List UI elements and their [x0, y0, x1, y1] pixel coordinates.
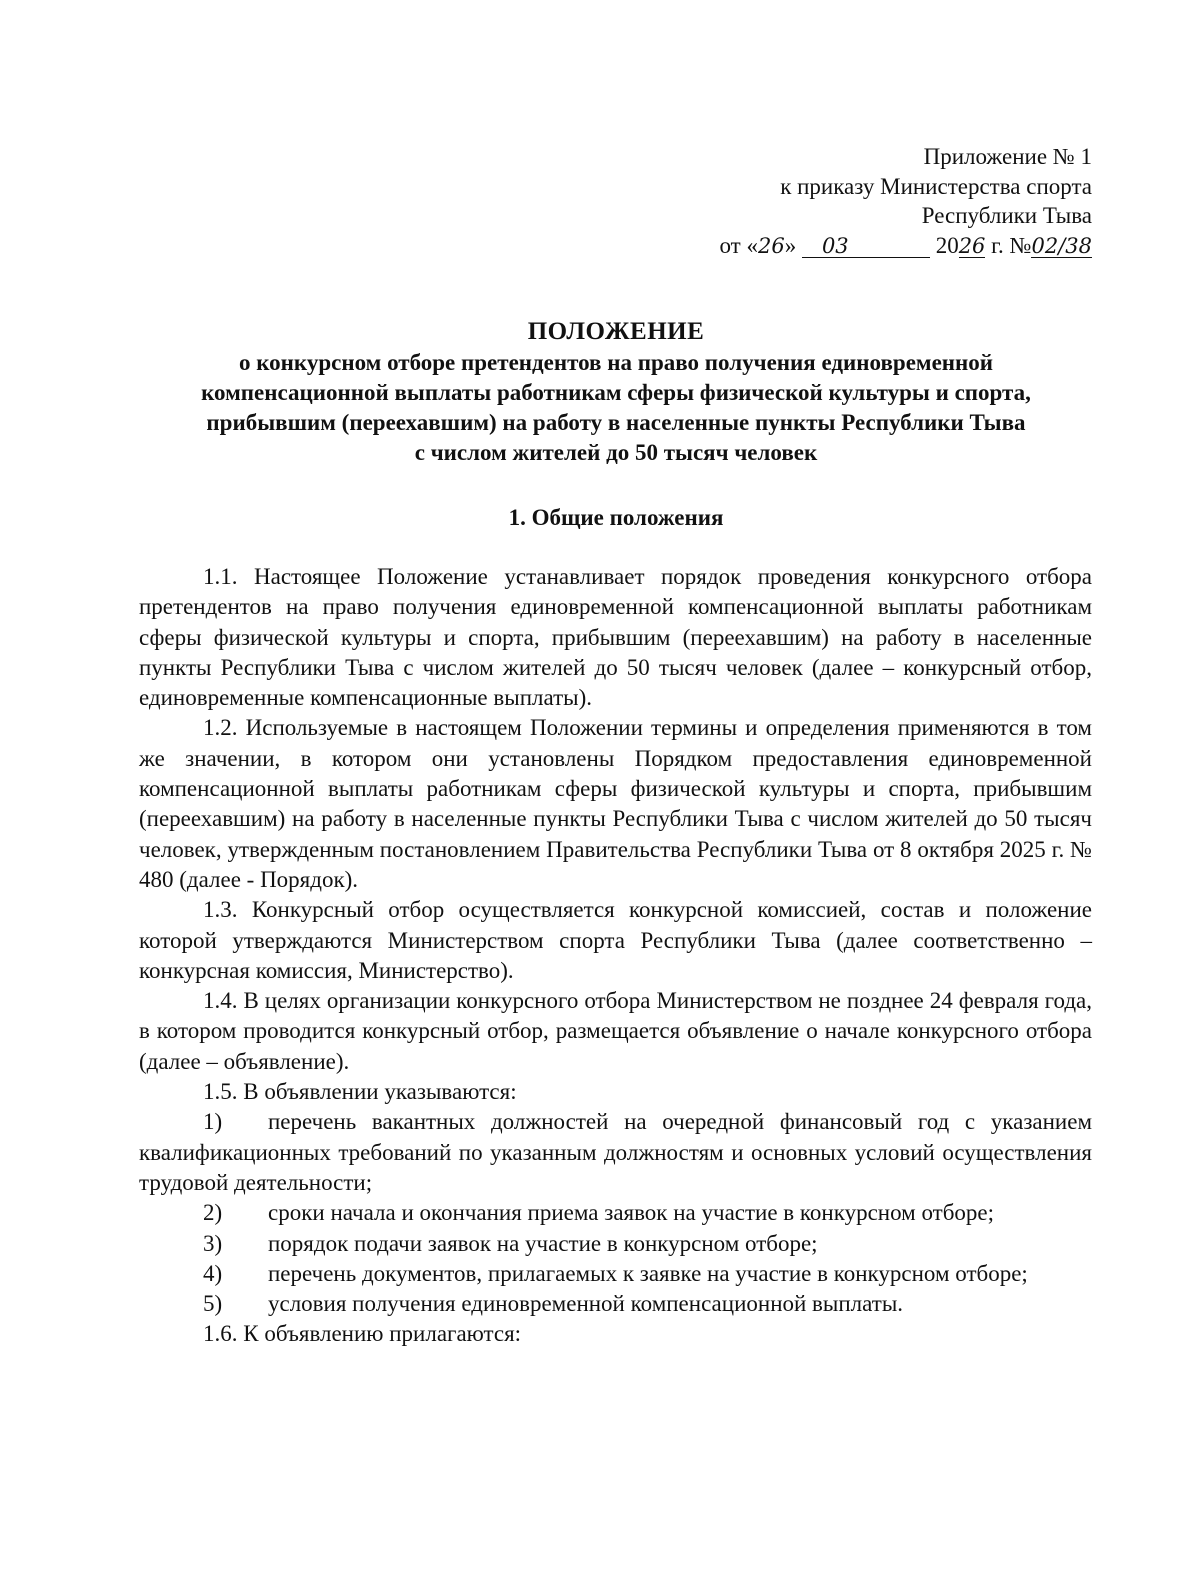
document-title-block [100, 317, 1132, 468]
document-title: ПОЛОЖЕНИЕ [527, 318, 705, 345]
list-item-number: 4) [203, 1260, 223, 1286]
list-item [139, 1107, 1092, 1198]
paragraph-1-5: 1.5. В объявлении указываются: [203, 1079, 517, 1105]
date-day-close: » [784, 232, 797, 258]
appendix-line-1: Приложение № 1 [923, 144, 1092, 169]
paragraph-1-4: 1.4. В целях организации конкурсного отбора Министерством не позднее 24 февраля года, в котором проводится конкурсный отбор, размещается объявление о начале конкурсного отбора (далее – объявление). [139, 988, 1092, 1074]
list-item-text: порядок подачи заявок на участие в конкурсном отборе; [268, 1230, 818, 1256]
subtitle-line-4: с числом жителей до 50 тысяч человек [414, 440, 818, 465]
document-subtitle [100, 348, 1132, 468]
list-item-text: перечень вакантных должностей на очередной финансовый год с указанием квалификационных требований по указанным должностям и основных условий осуществления трудовой деятельности; [139, 1109, 1092, 1195]
section-1-heading: 1. Общие положения [508, 505, 724, 530]
subtitle-line-3: прибывшим (переехавшим) на работу в населенные пункты Республики Тыва [206, 410, 1026, 435]
paragraph-1-2: 1.2. Используемые в настоящем Положении термины и определения применяются в том же значении, в котором они установлены Порядком предоставления единовременной компенсационной выплаты работникам сферы физической культуры и спорта, прибывшим (переехавшим) на работу в населенные пункты Республики Тыва с числом жителей до 50 тысяч человек, утвержденным постановлением Правительства Республики Тыва от 8 октября 2025 г. № 480 (далее - Порядок). [139, 715, 1092, 892]
list-item [139, 1198, 1092, 1228]
subtitle-line-1: о конкурсном отборе претендентов на право получения единовременной [238, 350, 994, 375]
list-item [139, 1229, 1092, 1259]
list-item [139, 1259, 1092, 1289]
appendix-line-2: к приказу Министерства спорта [780, 173, 1092, 199]
date-year-suffix: 26 [958, 233, 986, 258]
list-item-number: 2) [203, 1200, 223, 1226]
list-item-number: 5) [203, 1291, 223, 1317]
list-item-text: перечень документов, прилагаемых к заявке на участие в конкурсном отборе; [268, 1260, 1028, 1286]
list-item-number: 1) [203, 1109, 223, 1135]
date-prefix: от « [719, 232, 758, 258]
document-body [139, 562, 1092, 1350]
subtitle-line-2: компенсационной выплаты работникам сферы физической культуры и спорта, [201, 380, 1031, 405]
appendix-line-3: Республики Тыва [921, 203, 1092, 228]
list-item [139, 1289, 1092, 1319]
date-year-prefix: 20 [935, 232, 959, 258]
date-month: 03 [802, 235, 930, 258]
appendix-date-line [719, 231, 1092, 262]
list-item-number: 3) [203, 1230, 223, 1256]
paragraph-1-1: 1.1. Настоящее Положение устанавливает порядок проведения конкурсного отбора претендентов на право получения единовременной компенсационной выплаты работникам сферы физической культуры и спорта, прибывшим (переехавшим) на работу в населенные пункты Республики Тыва с числом жителей до 50 тысяч человек (далее – конкурсный отбор, единовременные компенсационные выплаты). [139, 564, 1092, 711]
order-number: 02/38 [1031, 233, 1092, 258]
list-item-text: сроки начала и окончания приема заявок на участие в конкурсном отборе; [268, 1200, 995, 1226]
list-item-text: условия получения единовременной компенсационной выплаты. [268, 1291, 904, 1317]
paragraph-1-6: 1.6. К объявлению прилагаются: [203, 1321, 522, 1347]
paragraph-1-3: 1.3. Конкурсный отбор осуществляется конкурсной комиссией, состав и положение которой утверждаются Министерством спорта Республики Тыва (далее соответственно – конкурсная комиссия, Министерство). [139, 897, 1092, 983]
date-year-label: г. № [985, 232, 1032, 258]
appendix-header [719, 142, 1092, 261]
date-day: 26 [757, 233, 785, 258]
